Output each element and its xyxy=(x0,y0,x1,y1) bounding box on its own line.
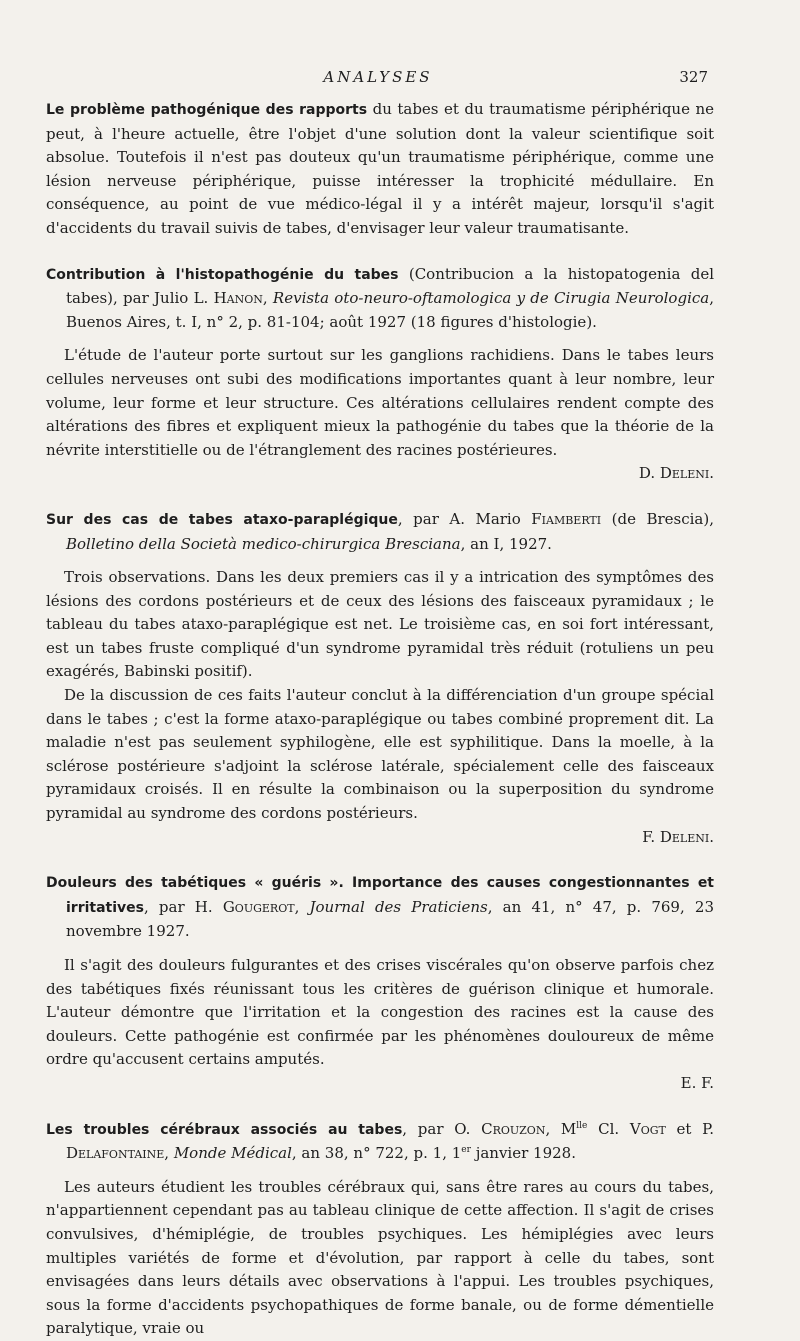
article-3-paragraph-1: Il s'agit des douleurs fulgurantes et des crises viscérales qu'on observe parfois chez des tabétiques fixés réunissant tous les critères de guérison clinique et humorale. L'auteur démontre que l'irritation et la congestion des racines est la cause des douleurs. Cette pathogénie est confirmée par les phénomènes douloureux de même ordre qu'accusent certains amputés. xyxy=(46,956,714,1069)
article-2-signature: F. Deleni. xyxy=(642,827,714,846)
article-2-author: Fiamberti xyxy=(531,509,602,528)
article-4-heading: Les troubles cérébraux associés au tabes, par O. Crouzon, $M^{lle}$ Cl. Vogt et P. Delafontaine, Monde Médical, an 38, n° 722, p. 1, 1er janvier 1928. xyxy=(46,1119,714,1163)
article-2-journal: Bolletino della Società medico-chirurgica Bresciana xyxy=(66,534,461,553)
article-3-title: Douleurs des tabétiques « guéris ». Importance des causes congestionnantes et irritatives xyxy=(46,875,714,916)
article-3-signature: E. F. xyxy=(680,1073,714,1092)
article-4-author-3: Delafontaine xyxy=(66,1144,165,1163)
article-4-title: Les troubles cérébraux associés au tabes xyxy=(46,1121,403,1138)
running-title: ANALYSES xyxy=(323,68,433,86)
article-3-heading: Douleurs des tabétiques « guéris ». Importance des causes congestionnantes et irritatives, par H. Gougerot, Journal des Praticiens, an 41, n° 47, p. 769, 23 novembre 1927. xyxy=(46,875,714,941)
article-1-heading: Contribution à l'histopathogénie du tabes (Contribucion a la histopatogenia del tabes), par Julio L. Hanon, Revista oto-neuro-oftamologica y de Cirugia Neurologica, Buenos Aires, t. I, n° 2, p. 81-104; août 1927 (18 figures d'histologie). xyxy=(46,264,714,331)
article-4-author-2: Vogt xyxy=(629,1119,666,1138)
article-1-signature: D. Deleni. xyxy=(638,464,714,483)
article-2-paragraph-2: De la discussion de ces faits l'auteur conclut à la différenciation d'un groupe spécial dans le tabes ; c'est la forme ataxo-paraplégique ou tabes combiné proprement dit. La maladie n'est pas seulement syphilogène, elle est syphilitique. Dans la moelle, à la sclérose postérieure s'adjoint la sclérose latérale, spécialement celle des faisceaux pyramidaux croisés. Il en résulte la combinaison ou la superposition du syndrome pyramidal au syndrome des cordons postérieurs. xyxy=(46,686,714,823)
article-1-journal: Revista oto-neuro-oftamologica y de Cirugia Neurologica xyxy=(272,289,710,308)
article-3-journal: Journal des Praticiens xyxy=(309,897,488,916)
article-4-author-1: Crouzon xyxy=(481,1119,546,1138)
page-header xyxy=(48,68,708,92)
article-1-title: Contribution à l'histopathogénie du tabes xyxy=(46,266,399,283)
article-2-paragraph-1: Trois observations. Dans les deux premiers cas il y a intrication des symptômes des lésions des cordons postérieurs et de ceux des lésions des faisceaux pyramidaux ; le tableau du tabes ataxo-paraplégique est net. Le troisième cas, en soi fort intéressant, est un tabes fruste compliqué d'un syndrome pyramidal très réduit (rotuliens un peu exagérés, Babinski positif). xyxy=(46,568,714,681)
page-number: 327 xyxy=(679,68,708,86)
article-3-author: Gougerot xyxy=(222,897,295,916)
page-content xyxy=(46,98,714,1341)
article-1-paragraph-1: L'étude de l'auteur porte surtout sur les ganglions rachidiens. Dans le tabes leurs cellules nerveuses ont subi des modifications importantes quant à leur nombre, leur volume, leur forme et leur structure. Ces altérations cellulaires rendent compte des altérations des fibres et expliquent mieux la pathogénie du tabes que la théorie de la névrite interstitielle ou de l'étranglement des racines postérieures. xyxy=(46,346,714,459)
intro-text: du tabes et du traumatisme périphérique ne peut, à l'heure actuelle, être l'objet d'une solution dont la valeur scientifique soit absolue. Toutefois il n'est pas douteux qu'un traumatisme périphérique, comme une lésion nerveuse périphérique, puisse intéresser la trophicité médullaire. En conséquence, au point de vue médico-légal il y a intérêt majeur, lorsqu'il s'agit d'accidents du travail suivis de tabes, d'envisager leur valeur traumatisante. xyxy=(46,100,714,237)
article-1-author: Hanon xyxy=(213,289,263,308)
article-4-paragraph-1: Les auteurs étudient les troubles cérébraux qui, sans être rares au cours du tabes, n'appartiennent cependant pas au tableau clinique de cette affection. Il s'agit de crises convulsives, d'hémiplégie, de troubles psychiques. Les hémiplégies avec leurs multiples variétés de forme et d'évolution, par rapport à celle du tabes, sont envisagées dans leurs détails avec observations à l'appui. Les troubles psychiques, sous la forme d'accidents psychopathiques de forme banale, ou de forme démentielle paralytique, vraie ou xyxy=(46,1177,714,1338)
intro-paragraph xyxy=(46,98,714,241)
intro-lead: Le problème pathogénique des rapports xyxy=(46,102,368,118)
article-4-journal: Monde Médical xyxy=(173,1144,292,1163)
article-2-title: Sur des cas de tabes ataxo-paraplégique xyxy=(46,511,398,528)
article-2-heading: Sur des cas de tabes ataxo-paraplégique, par A. Mario Fiamberti (de Brescia), Bolletino della Società medico-chirurgica Bresciana, an I, 1927. xyxy=(46,509,714,553)
